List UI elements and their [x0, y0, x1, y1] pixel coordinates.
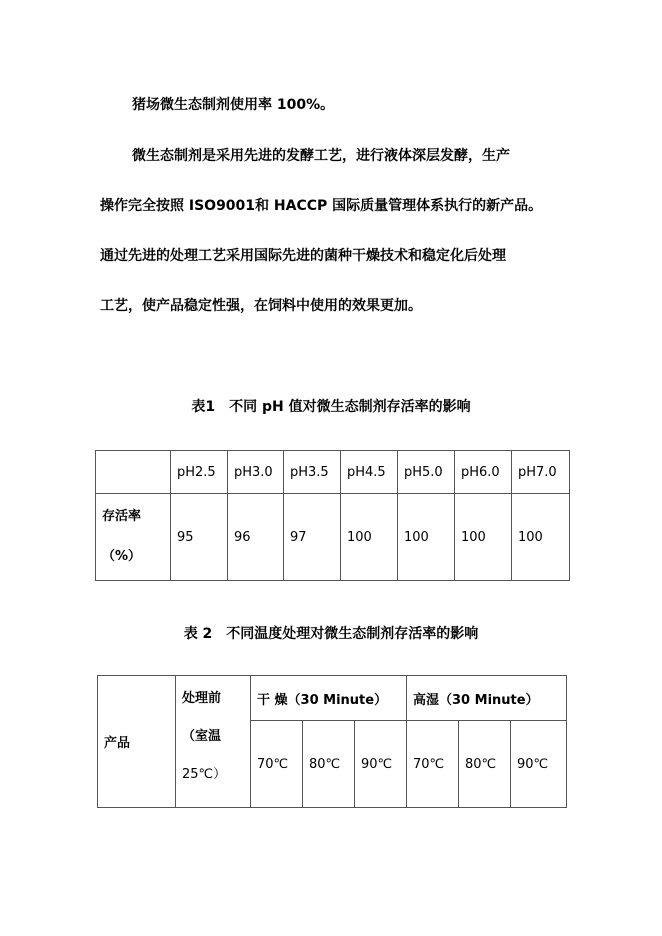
pre-treatment-line: 25℃） — [182, 767, 227, 782]
paragraph-line-3: 通过先进的处理工艺采用国际先进的菌种干燥技术和稳定化后处理 — [100, 248, 506, 264]
table-cell: 100 — [341, 494, 398, 581]
table-cell: 96 — [228, 494, 284, 581]
group-dry-header: 干 燥（30 Minute） — [251, 676, 407, 721]
temp-cell: 70℃ — [251, 721, 303, 808]
temp-cell: 70℃ — [407, 721, 459, 808]
table-header-cell: pH3.0 — [228, 451, 284, 494]
table-ph-survival — [95, 450, 570, 581]
table-header-cell: pH7.0 — [512, 451, 570, 494]
row-label-survival — [96, 494, 171, 581]
table-header-cell: pH6.0 — [455, 451, 512, 494]
table-header-cell: pH2.5 — [171, 451, 228, 494]
paragraph-line-1: 微生态制剂是采用先进的发酵工艺，进行液体深层发酵，生产 — [132, 148, 510, 164]
pre-treatment-line: （室温 — [182, 729, 222, 744]
table2-caption: 表 2 不同温度处理对微生态制剂存活率的影响 — [183, 626, 479, 642]
paragraph-line-4: 工艺，使产品稳定性强，在饲料中使用的效果更加。 — [100, 298, 422, 314]
table-cell: 100 — [512, 494, 570, 581]
pre-treatment-cell — [176, 676, 251, 808]
pre-treatment-line: 处理前 — [182, 691, 222, 706]
table-header-cell: pH5.0 — [398, 451, 455, 494]
table-cell: 97 — [284, 494, 341, 581]
table-cell: 100 — [398, 494, 455, 581]
group-wet-header: 高湿（30 Minute） — [407, 676, 567, 721]
table-temperature-survival — [97, 675, 567, 808]
table-header-cell: pH3.5 — [284, 451, 341, 494]
table-header-cell — [96, 451, 171, 494]
table-header-row — [98, 676, 567, 721]
paragraph-line-2: 操作完全按照 ISO9001和 HACCP 国际质量管理体系执行的新产品。 — [100, 198, 543, 214]
temp-cell: 80℃ — [303, 721, 355, 808]
table-row — [96, 494, 570, 581]
table-cell: 95 — [171, 494, 228, 581]
temp-cell: 90℃ — [511, 721, 567, 808]
paragraph-usage-rate: 猪场微生态制剂使用率 100%。 — [132, 97, 335, 113]
table1-caption: 表1 不同 pH 值对微生态制剂存活率的影响 — [191, 399, 471, 415]
temp-cell: 90℃ — [355, 721, 407, 808]
product-label-cell: 产品 — [98, 676, 176, 808]
temp-cell: 80℃ — [459, 721, 511, 808]
table-cell: 100 — [455, 494, 512, 581]
row-label-line: 存活率 — [102, 509, 142, 524]
table-header-cell: pH4.5 — [341, 451, 398, 494]
row-label-line: （%） — [102, 549, 142, 564]
table-header-row — [96, 451, 570, 494]
